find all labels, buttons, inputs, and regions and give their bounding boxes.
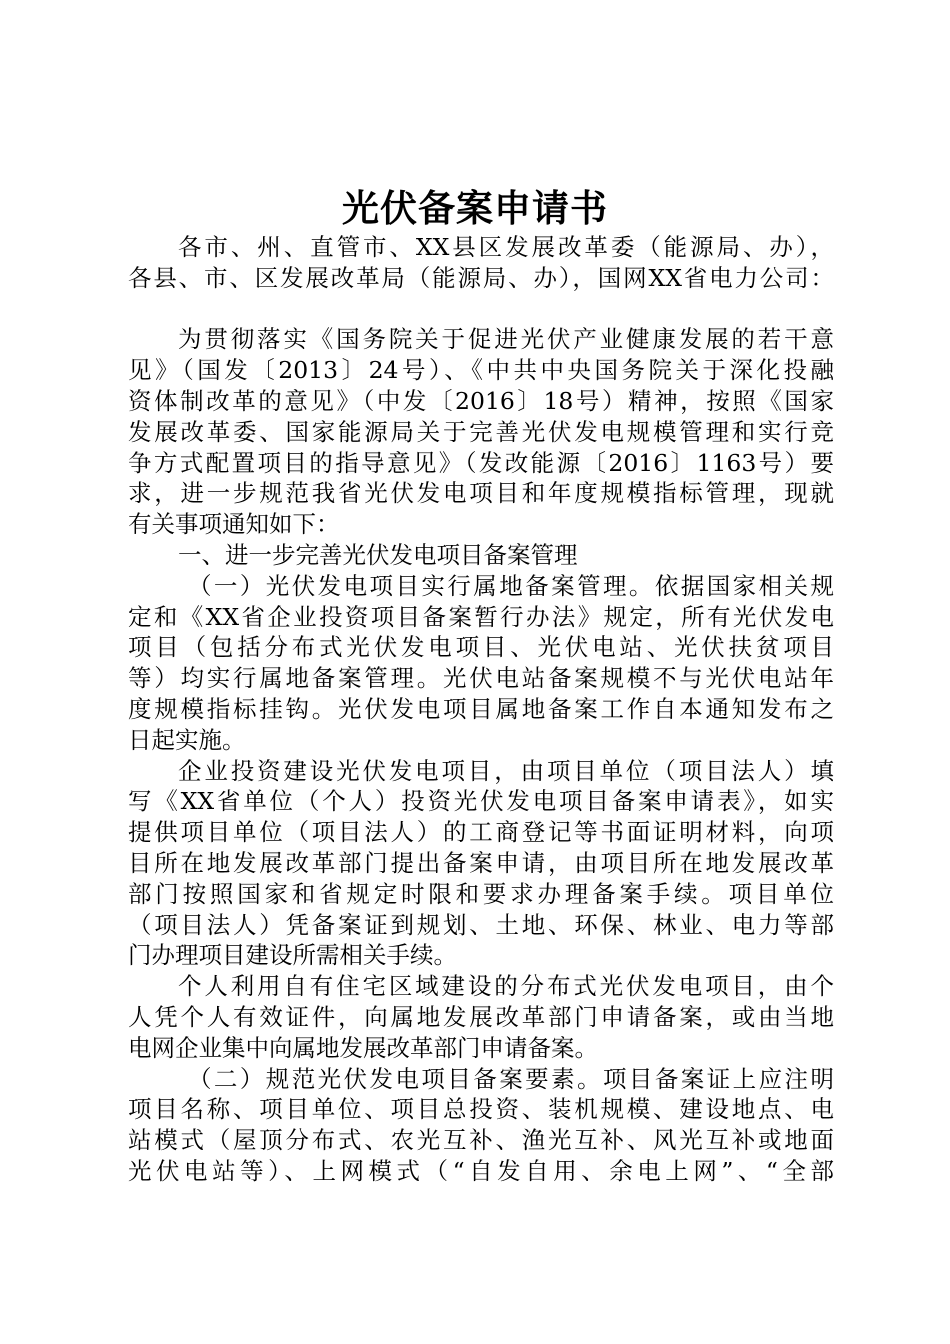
body-text-line: 等）均实行属地备案管理。光伏电站备案规模不与光伏电站年	[128, 664, 834, 693]
body-text-line: （二）规范光伏发电项目备案要素。项目备案证上应注明	[188, 1064, 834, 1093]
body-text-line: 为贯彻落实《国务院关于促进光伏产业健康发展的若干意	[178, 325, 834, 354]
body-text-line: 个人利用自有住宅区域建设的分布式光伏发电项目，由个	[178, 972, 834, 1001]
body-text-line: 项目名称、项目单位、项目总投资、装机规模、建设地点、电	[128, 1095, 834, 1124]
document-title: 光伏备案申请书	[342, 187, 608, 230]
blank-line	[128, 294, 834, 325]
body-text-line: （项目法人）凭备案证到规划、土地、环保、林业、电力等部	[128, 910, 834, 939]
document-body	[128, 232, 834, 1187]
body-text-line: 门办理项目建设所需相关手续。	[128, 941, 457, 970]
body-text-line: 见》（国发〔2013〕24号）、《中共中央国务院关于深化投融	[128, 356, 834, 385]
body-text-line: 电网企业集中向属地发展改革部门申请备案。	[128, 1033, 598, 1062]
body-text-line: 项目（包括分布式光伏发电项目、光伏电站、光伏扶贫项目	[128, 633, 834, 662]
body-text-line: 企业投资建设光伏发电项目，由项目单位（项目法人）填	[178, 756, 834, 785]
body-text-line: 求，进一步规范我省光伏发电项目和年度规模指标管理，现就	[128, 479, 834, 508]
body-text-line: 度规模指标挂钩。光伏发电项目属地备案工作自本通知发布之	[128, 694, 834, 723]
body-text-line: 站模式（屋顶分布式、农光互补、渔光互补、风光互补或地面	[128, 1126, 834, 1155]
body-text-line: 资体制改革的意见》（中发〔2016〕18号）精神，按照《国家	[128, 386, 834, 415]
body-text-line: 各县、市、区发展改革局（能源局、办），国网XX省电力公司：	[128, 263, 834, 292]
body-text-line: 发展改革委、国家能源局关于完善光伏发电规模管理和实行竞	[128, 417, 834, 446]
body-text-line: 争方式配置项目的指导意见》（发改能源〔2016〕1163号）要	[128, 448, 834, 477]
body-text-line: 提供项目单位（项目法人）的工商登记等书面证明材料，向项	[128, 818, 834, 847]
body-text-line: 光伏电站等）、上网模式（“自发自用、余电上网”、“全部	[128, 1156, 834, 1185]
body-text-line: 定和《XX省企业投资项目备案暂行办法》规定，所有光伏发电	[128, 602, 834, 631]
body-text-line: 部门按照国家和省规定时限和要求办理备案手续。项目单位	[128, 879, 834, 908]
body-text-line: 一、进一步完善光伏发电项目备案管理	[178, 540, 578, 569]
body-text-line: 目所在地发展改革部门提出备案申请，由项目所在地发展改革	[128, 848, 834, 877]
body-text-line: 人凭个人有效证件，向属地发展改革部门申请备案，或由当地	[128, 1002, 834, 1031]
body-text-line: 有关事项通知如下：	[128, 510, 340, 539]
body-text-line: 日起实施。	[128, 725, 246, 754]
body-text-line: 各市、州、直管市、XX县区发展改革委（能源局、办），	[178, 233, 834, 261]
body-text-line: 写《XX省单位（个人）投资光伏发电项目备案申请表》，如实	[128, 787, 834, 816]
body-text-line: （一）光伏发电项目实行属地备案管理。依据国家相关规	[188, 571, 834, 600]
